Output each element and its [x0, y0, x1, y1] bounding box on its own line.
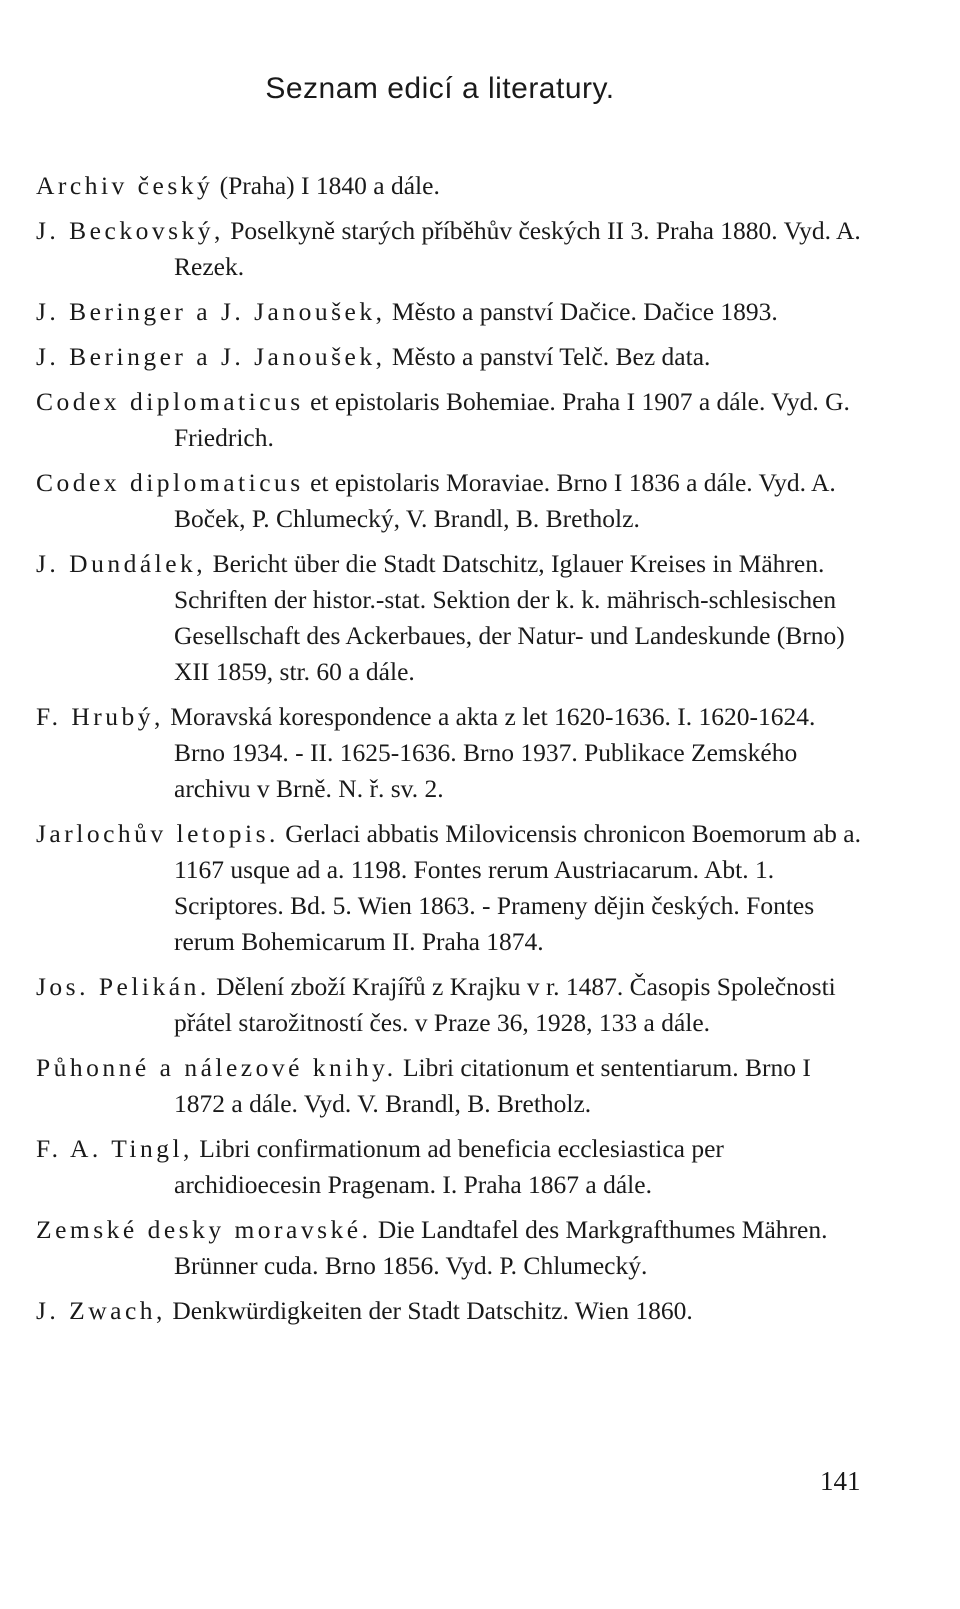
bibliography-entry	[36, 1131, 866, 1203]
page-title: Seznam edicí a literatury.	[265, 72, 615, 105]
bibliography-entry	[36, 1293, 866, 1329]
entry-author: J. Beckovský,	[36, 216, 224, 245]
bibliography-entry	[36, 1050, 866, 1122]
entry-text: Libri citationum et sententiarum. Brno I 1872 a dále. Vyd. V. Brandl, B. Bretholz.	[174, 1053, 811, 1118]
entry-author: J. Beringer a J. Janoušek,	[36, 297, 386, 326]
entry-author: J. Beringer a J. Janoušek,	[36, 342, 386, 371]
entry-text: Bericht über die Stadt Datschitz, Iglauer Kreises in Mähren.	[206, 549, 825, 578]
entry-text: Gerlaci abbatis Milovicensis chronicon Boemorum ab a. 1167 usque ad a. 1198. Fontes rerum Austriacarum. Abt. 1. Scriptores. Bd. 5. Wien 1863. - Prameny dějin českých. Fontes rerum Bohemicarum II. Praha 1874.	[174, 819, 861, 956]
entry-text: et epistolaris Bohemiae. Praha I 1907 a dále. Vyd. G. Friedrich.	[174, 387, 850, 452]
entry-author: Codex diplomaticus	[36, 468, 304, 497]
entry-text: Poselkyně starých příběhův českých II 3. Praha 1880. Vyd. A. Rezek.	[174, 216, 861, 281]
entry-text: Die Landtafel des Markgrafthumes Mähren. Brünner cuda. Brno 1856. Vyd. P. Chlumecký.	[174, 1215, 828, 1280]
entry-author: F. A. Tingl,	[36, 1134, 193, 1163]
entry-author: Zemské desky moravské.	[36, 1215, 372, 1244]
entry-author: Půhonné a nálezové knihy.	[36, 1053, 397, 1082]
entry-text: Dělení zboží Krajířů z Krajku v r. 1487. Časopis Společnosti přátel starožitností čes. v Praze 36, 1928, 133 a dále.	[174, 972, 836, 1037]
entry-text: Město a panství Telč. Bez data.	[385, 342, 711, 371]
entry-author: J. Dundálek,	[36, 549, 207, 578]
bibliography-entry	[36, 816, 866, 960]
entry-author: F. Hrubý,	[36, 702, 164, 731]
bibliography-entry	[36, 213, 866, 285]
bibliography-entry	[36, 1212, 866, 1284]
bibliography-entry	[36, 699, 866, 807]
bibliography-entry	[36, 465, 866, 537]
entry-note: Schriften der histor.-stat. Sektion der k. k. mährisch-schlesischen Gesellschaft des Ackerbaues, der Natur- und Landeskunde (Brno) XII 1859, str. 60 a dále.	[174, 585, 845, 686]
entry-author: J. Zwach,	[36, 1296, 166, 1325]
bibliography-entry	[36, 969, 866, 1041]
entry-text: (Praha) I 1840 a dále.	[213, 171, 440, 200]
entry-author: Jarlochův letopis.	[36, 819, 279, 848]
entry-text: Město a panství Dačice. Dačice 1893.	[385, 297, 778, 326]
entry-text: Denkwürdigkeiten der Stadt Datschitz. Wien 1860.	[165, 1296, 693, 1325]
entry-author: Archiv český	[36, 171, 214, 200]
entry-text: et epistolaris Moraviae. Brno I 1836 a dále. Vyd. A. Boček, P. Chlumecký, V. Brandl, B. Bretholz.	[174, 468, 836, 533]
bibliography-entry	[36, 294, 866, 330]
entry-author: Codex diplomaticus	[36, 387, 304, 416]
bibliography-entry	[36, 339, 866, 375]
bibliography-entry	[36, 546, 866, 690]
bibliography-entry	[36, 384, 866, 456]
page-number: 141	[820, 1466, 861, 1496]
bibliography-entry	[36, 168, 866, 204]
entry-text: Moravská korespondence a akta z let 1620-1636. I. 1620-1624. Brno 1934. - II. 1625-1636. Brno 1937. Publikace Zemského archivu v Brně. N. ř. sv. 2.	[163, 702, 816, 803]
entry-text: Libri confirmationum ad beneficia ecclesiastica per archidioecesin Pragenam. I. Praha 1867 a dále.	[174, 1134, 724, 1199]
entry-author: Jos. Pelikán.	[36, 972, 210, 1001]
bibliography-list	[36, 168, 866, 1338]
